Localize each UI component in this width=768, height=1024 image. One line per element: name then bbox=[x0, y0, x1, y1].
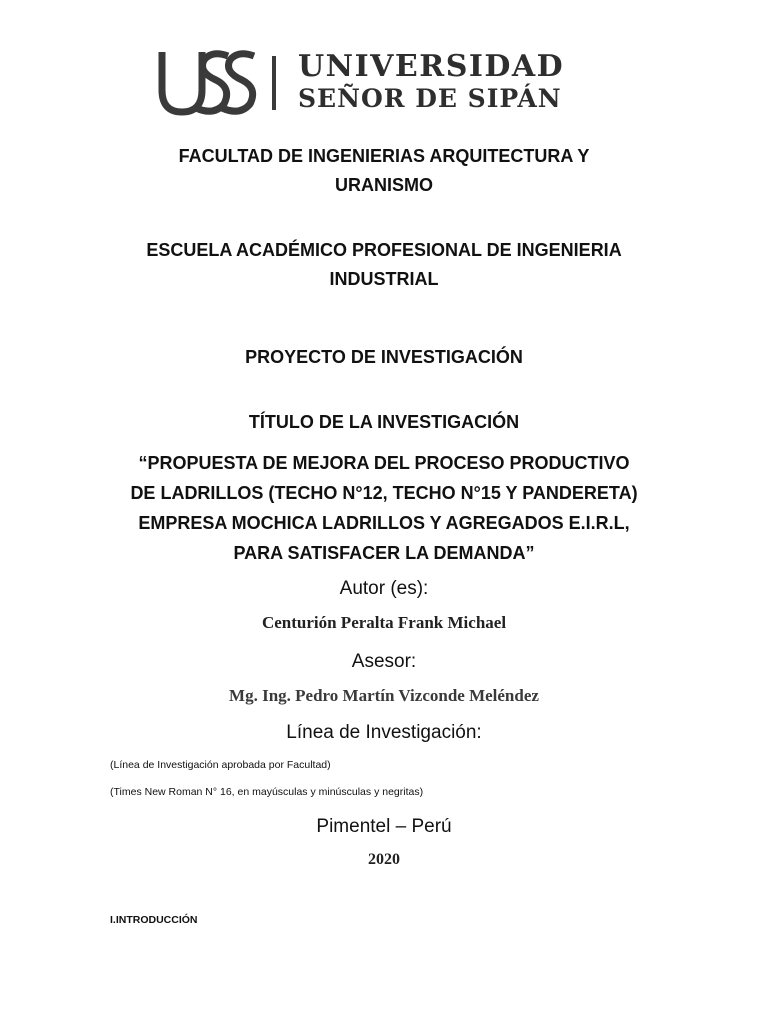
author-label: Autor (es): bbox=[339, 578, 429, 599]
project-label: PROYECTO DE INVESTIGACIÓN bbox=[245, 347, 523, 367]
research-title bbox=[60, 448, 708, 568]
faculty-line-2: URANISMO bbox=[335, 175, 433, 195]
school-line-1: ESCUELA ACADÉMICO PROFESIONAL DE INGENIERIA bbox=[146, 240, 622, 260]
title-line: DE LADRILLOS (TECHO N°12, TECHO N°15 Y PANDERETA) bbox=[130, 483, 638, 503]
university-logo bbox=[158, 46, 610, 118]
faculty-heading bbox=[60, 142, 708, 200]
logo-line-name: SEÑOR DE SIPÁN bbox=[298, 84, 562, 113]
introduction-heading: I.INTRODUCCIÓN bbox=[110, 914, 198, 926]
author-name: Centurión Peralta Frank Michael bbox=[261, 613, 507, 632]
title-line: PARA SATISFACER LA DEMANDA” bbox=[233, 543, 535, 563]
place: Pimentel – Perú bbox=[316, 816, 452, 837]
logo-wordmark bbox=[298, 50, 610, 114]
school-line-2: INDUSTRIAL bbox=[329, 269, 439, 289]
advisor-name: Mg. Ing. Pedro Martín Vizconde Meléndez bbox=[229, 686, 539, 705]
title-line: EMPRESA MOCHICA LADRILLOS Y AGREGADOS E.I.R.L, bbox=[138, 513, 630, 533]
title-label: TÍTULO DE LA INVESTIGACIÓN bbox=[248, 412, 520, 432]
research-line-label: Línea de Investigación: bbox=[286, 722, 482, 743]
note-research-line: (Línea de Investigación aprobada por Facultad) bbox=[110, 759, 331, 771]
title-line: “PROPUESTA DE MEJORA DEL PROCESO PRODUCTIVO bbox=[138, 453, 630, 473]
logo-line-university: UNIVERSIDAD bbox=[298, 49, 565, 84]
school-heading bbox=[60, 236, 708, 294]
advisor-label: Asesor: bbox=[351, 651, 417, 672]
uss-logo-mark bbox=[158, 46, 258, 118]
note-font-instruction: (Times New Roman N° 16, en mayúsculas y minúsculas y negritas) bbox=[110, 786, 424, 798]
year: 2020 bbox=[368, 851, 400, 868]
faculty-line-1: FACULTAD DE INGENIERIAS ARQUITECTURA Y bbox=[178, 146, 590, 166]
logo-divider bbox=[272, 56, 276, 110]
